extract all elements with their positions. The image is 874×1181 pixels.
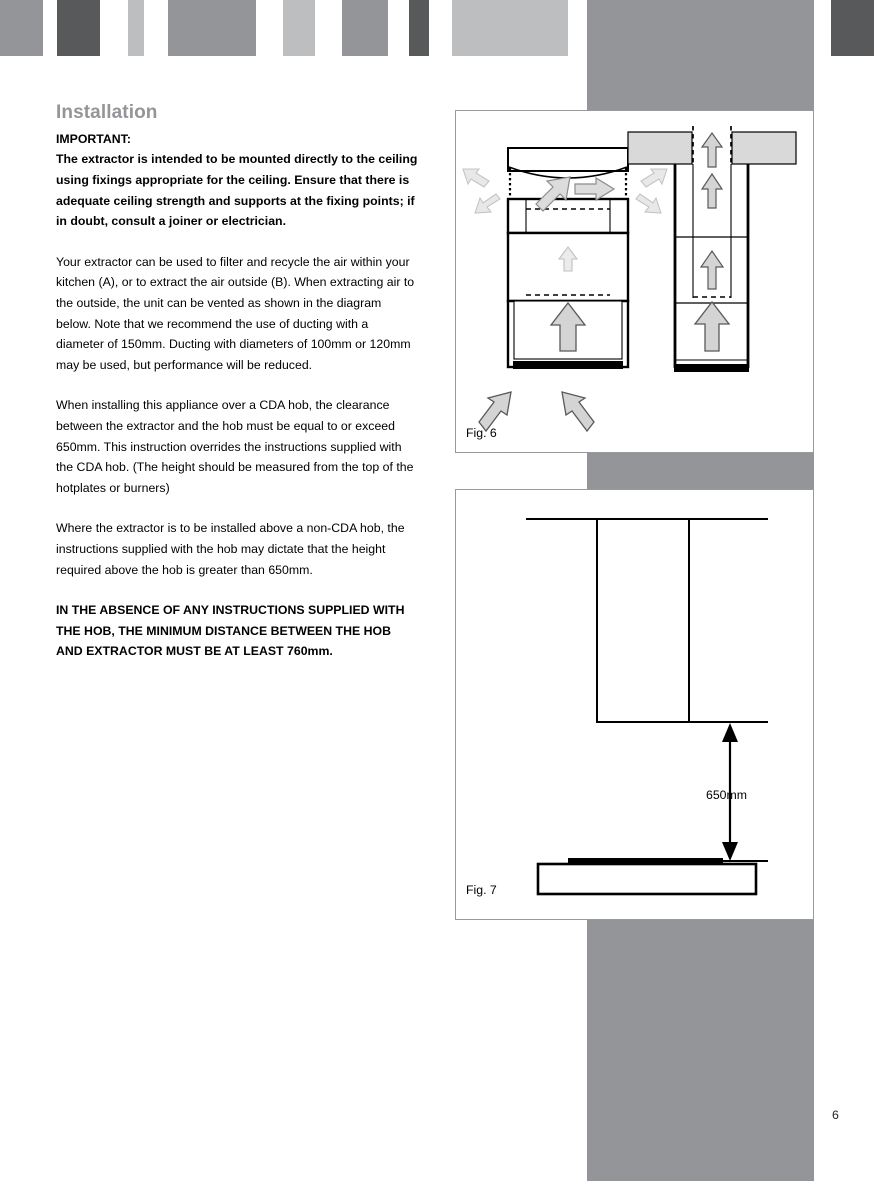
page-number: 6 bbox=[832, 1108, 839, 1122]
paragraph-cda-hob-clearance: When installing this appliance over a CDA hob, the clearance between the extractor and the hob must be equal to or exceed 650mm. This instruction overrides the instructions supplied with the CDA hob. (The height should be measured from the top of the hotplates or burners) bbox=[56, 398, 414, 495]
figure-6-diagram bbox=[456, 111, 812, 451]
fig6-right-unit bbox=[628, 126, 796, 372]
top-bar-segment-5 bbox=[342, 0, 388, 56]
figure-7-dimension-label: 650mm bbox=[706, 788, 748, 802]
important-label: IMPORTANT: bbox=[56, 131, 131, 146]
top-bar-segment-6 bbox=[409, 0, 429, 56]
fig6-left-unit bbox=[463, 148, 667, 431]
paragraph-minimum-distance: IN THE ABSENCE OF ANY INSTRUCTIONS SUPPLIED WITH THE HOB, THE MINIMUM DISTANCE BETWEEN THE HOB AND EXTRACTOR MUST BE AT LEAST 760mm. bbox=[56, 603, 405, 659]
top-bar-segment-3 bbox=[168, 0, 256, 56]
fig7-dimension-arrowhead-bottom bbox=[722, 842, 738, 861]
fig6-left-outflow-arrow-upleft bbox=[463, 169, 489, 187]
fig6-right-flow-arrow-mid bbox=[701, 251, 723, 289]
fig6-left-outflow-arrow-downleft bbox=[475, 194, 500, 213]
fig6-left-outflow-arrow-downright bbox=[636, 194, 661, 213]
fig6-right-ceiling-slab-right bbox=[732, 132, 796, 164]
figure-7-diagram bbox=[456, 490, 812, 918]
fig6-right-base-plate bbox=[674, 364, 749, 372]
figure-7-caption: Fig. 7 bbox=[466, 883, 497, 897]
fig7-dimension-arrowhead-top bbox=[722, 723, 738, 742]
fig6-right-ceiling-slab-left bbox=[628, 132, 692, 164]
paragraph-airflow-options: Your extractor can be used to filter and recycle the air within your kitchen (A), or to extract the air outside (B). When extracting air to the outside, the unit can be vented as shown in the diagram below. Note that we recommend the use of ducting with a diameter of 150mm. Ducting with diameters of 100mm or 120mm may be used, but performance will be reduced. bbox=[56, 254, 415, 372]
figure-7-panel bbox=[455, 489, 814, 920]
figure-6-caption: Fig. 6 bbox=[466, 426, 497, 440]
top-bar-segment-2 bbox=[128, 0, 144, 56]
page-title: Installation bbox=[56, 102, 158, 123]
fig7-extractor-body bbox=[597, 519, 689, 722]
fig6-left-cap-arrow-right bbox=[575, 178, 614, 200]
fig6-left-intake-arrow-2 bbox=[562, 392, 594, 431]
top-bar-segment-4 bbox=[283, 0, 315, 56]
text-column bbox=[56, 103, 418, 682]
figure-6-panel bbox=[455, 110, 814, 453]
top-bar-segment-0 bbox=[0, 0, 43, 56]
important-paragraph: The extractor is intended to be mounted directly to the ceiling using fixings appropriate for the ceiling. Ensure that there is adequate ceiling strength and supports at the fixing points; if in doubt, consult a joiner or electrician. bbox=[56, 152, 418, 229]
paragraph-non-cda-hob: Where the extractor is to be installed above a non-CDA hob, the instructions supplied with the hob may dictate that the height required above the hob is greater than 650mm. bbox=[56, 521, 405, 577]
fig6-right-flow-arrow-upper bbox=[702, 174, 722, 208]
fig6-left-outflow-arrow-upright bbox=[641, 169, 667, 187]
fig6-left-base-plate bbox=[513, 361, 623, 369]
top-bar-segment-7 bbox=[452, 0, 568, 56]
top-bar-segment-1 bbox=[57, 0, 100, 56]
top-bar-segment-9 bbox=[831, 0, 874, 56]
fig6-right-flow-arrow-motor bbox=[695, 302, 729, 351]
fig7-hob-body bbox=[538, 864, 756, 894]
fig6-left-top-cap bbox=[508, 148, 628, 171]
fig6-right-flow-arrow-ceiling bbox=[702, 133, 722, 167]
